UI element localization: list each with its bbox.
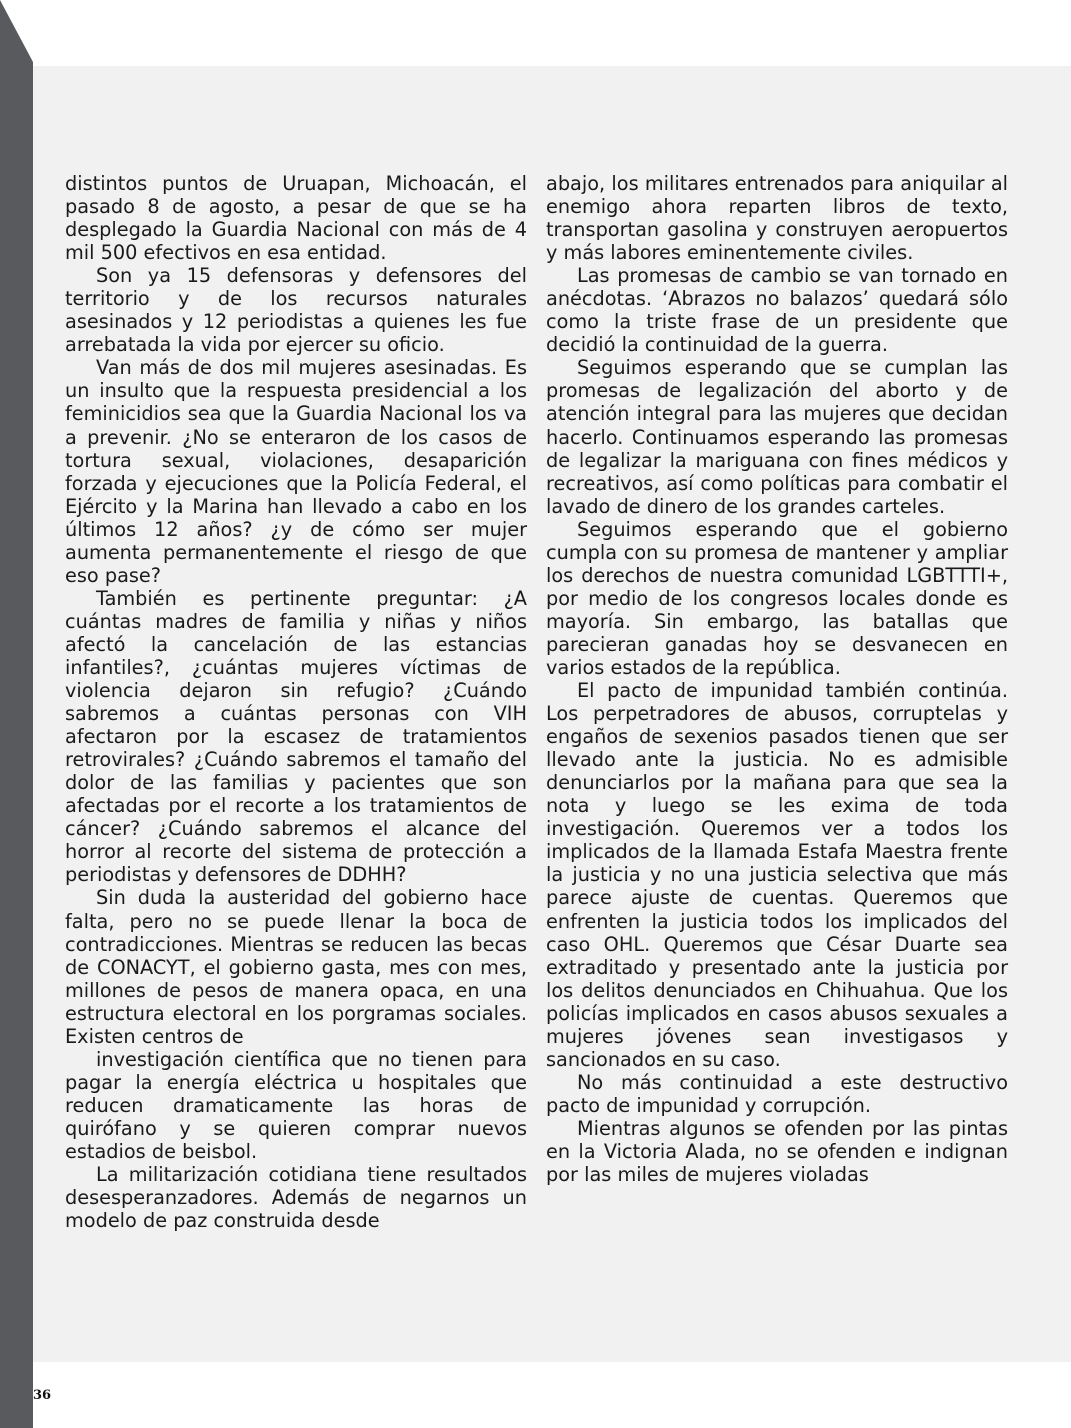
paragraph: Sin duda la austeridad del gobierno hace falta, pero no se puede llenar la boca de contradicciones. Mientras se reducen las becas de CONACYT, el gobierno gasta, mes con mes, millones de pesos de manera opaca, en una estructura electoral en los porgramas sociales. Existen centros de xyxy=(65,886,527,1048)
paragraph: investigación científica que no tienen para pagar la energía eléctrica u hospitales que reducen dramaticamente las horas de quirófano y se quieren comprar nuevos estadios de beisbol. xyxy=(65,1047,527,1163)
article-column-right xyxy=(546,172,1008,1186)
paragraph: Mientras algunos se ofenden por las pintas en la Victoria Alada, no se ofenden e indignan por las miles de mujeres violadas xyxy=(546,1116,1008,1187)
paragraph: El pacto de impunidad también continúa. Los perpetradores de abusos, corruptelas y engaños de sexenios pasados tienen que ser llevado ante la justicia. No es admisible denunciarlos por la mañana para que sea la nota y luego se les exima de toda investigación. Queremos ver a todos los implicados de la llamada Estafa Maestra frente la justicia y no una justicia selectiva que más parece ajuste de cuentas. Queremos que enfrenten la justicia todos los implicados del caso OHL. Queremos que César Duarte sea extraditado y presentado ante la justicia por los delitos denunciados en Chihuahua. Que los policías implicados en casos abusos sexuales a mujeres jóvenes sean investigasos y sancionados en su caso. xyxy=(546,679,1008,1071)
paragraph: abajo, los militares entrenados para aniquilar al enemigo ahora reparten libros de texto, transportan gasolina y construyen aeropuertos y más labores eminentemente civiles. xyxy=(546,172,1008,265)
paragraph: distintos puntos de Uruapan, Michoacán, el pasado 8 de agosto, a pesar de que se ha desplegado la Guardia Nacional con más de 4 mil 500 efectivos en esa entidad. xyxy=(65,172,527,265)
side-margin-band xyxy=(0,0,33,1428)
paragraph: Seguimos esperando que el gobierno cumpla con su promesa de mantener y ampliar los derechos de nuestra comunidad LGBTTTI+, por medio de los congresos locales donde es mayoría. Sin embargo, las batallas que parecieran ganadas hoy se desvanecen en varios estados de la república. xyxy=(546,517,1008,679)
paragraph: Son ya 15 defensoras y defensores del territorio y de los recursos naturales asesinados y 12 periodistas a quienes les fue arrebatada la vida por ejercer su oficio. xyxy=(65,264,527,357)
paragraph: Seguimos esperando que se cumplan las promesas de legalización del aborto y de atención integral para las mujeres que decidan hacerlo. Continuamos esperando las promesas de legalizar la mariguana con fines médicos y recreativos, así como políticas para combatir el lavado de dinero de los grandes carteles. xyxy=(546,356,1008,518)
paragraph: Van más de dos mil mujeres asesinadas. Es un insulto que la respuesta presidencial a los feminicidios sea que la Guardia Nacional los va a prevenir. ¿No se enteraron de los casos de tortura sexual, violaciones, desaparición forzada y ejecuciones que la Policía Federal, el Ejército y la Marina han llevado a cabo en los últimos 12 años? ¿y de cómo ser mujer aumenta permanentemente el riesgo de que eso pase? xyxy=(65,356,527,587)
page-number: 36 xyxy=(33,1388,52,1403)
paragraph: También es pertinente preguntar: ¿A cuántas madres de familia y niñas y niños afectó la cancelación de las estancias infantiles?, ¿cuántas mujeres víctimas de violencia dejaron sin refugio? ¿Cuándo sabremos a cuántas personas con VIH afectaron por la escasez de tratamientos retrovirales? ¿Cuándo sabremos el tamaño del dolor de las familias y pacientes que son afectadas por el recorte a los tratamientos de cáncer? ¿Cuándo sabremos el alcance del horror al recorte del sistema de protección a periodistas y defensores de DDHH? xyxy=(65,586,527,887)
paragraph: Las promesas de cambio se van tornado en anécdotas. ‘Abrazos no balazos’ quedará sólo como la triste frase de un presidente que decidió la continuidad de la guerra. xyxy=(546,264,1008,357)
paragraph: No más continuidad a este destructivo pacto de impunidad y corrupción. xyxy=(546,1070,1008,1117)
paragraph: La militarización cotidiana tiene resultados desesperanzadores. Además de negarnos un modelo de paz construida desde xyxy=(65,1163,527,1233)
article-column-left xyxy=(65,172,527,1232)
